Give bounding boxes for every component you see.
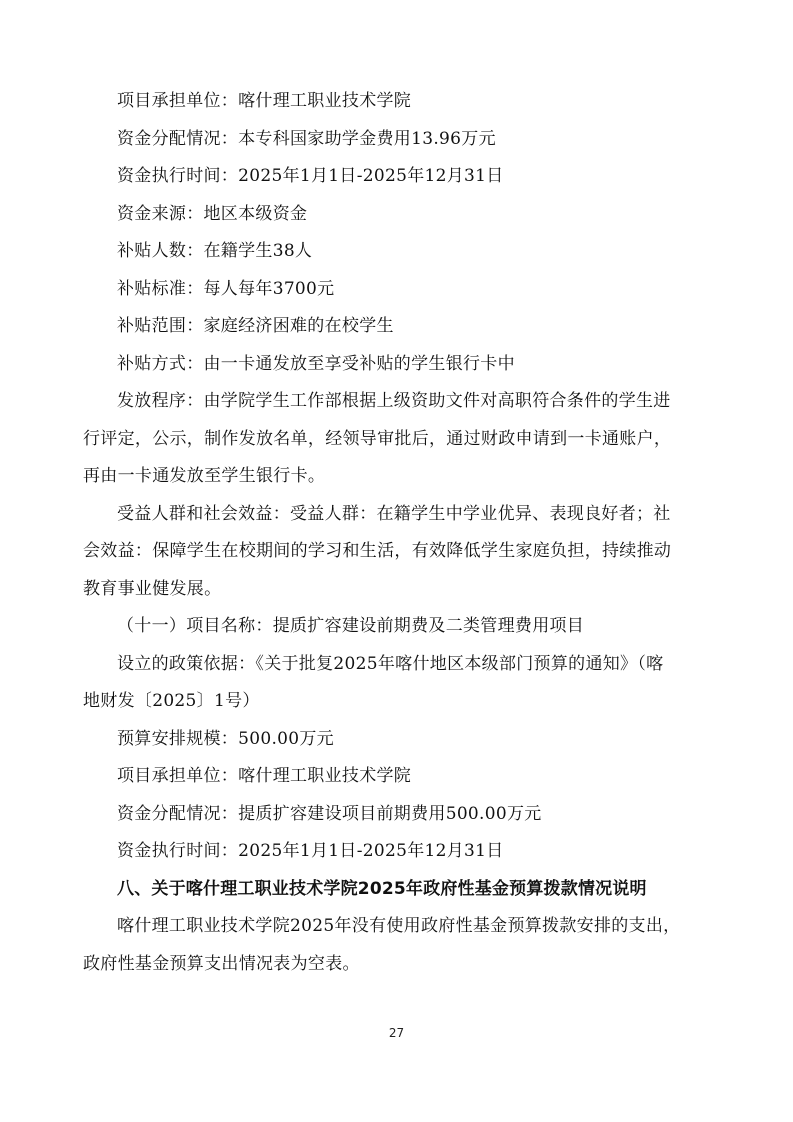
project-11-period-line: 资金执行时间：2025年1月1日-2025年12月31日 bbox=[117, 841, 504, 861]
benefit-line-2: 会效益：保障学生在校期间的学习和生活，有效降低学生家庭负担，持续推动 bbox=[83, 541, 672, 561]
project-11-name: （十一）项目名称：提质扩容建设前期费及二类管理费用项目 bbox=[117, 616, 585, 636]
project-11-unit-line: 项目承担单位：喀什理工职业技术学院 bbox=[117, 766, 412, 786]
subsidy-scope-line: 补贴范围：家庭经济困难的在校学生 bbox=[117, 316, 394, 336]
benefit-paragraph bbox=[83, 496, 710, 609]
benefit-line-1: 受益人群和社会效益：受益人群：在籍学生中学业优异、表现良好者；社 bbox=[117, 503, 671, 524]
subsidy-count-line: 补贴人数：在籍学生38人 bbox=[117, 241, 313, 261]
section-8-heading: 八、关于喀什理工职业技术学院2025年政府性基金预算拨款情况说明 bbox=[117, 878, 647, 899]
procedure-paragraph bbox=[83, 383, 710, 496]
section-8-line-2: 政府性基金预算支出情况表为空表。 bbox=[83, 953, 360, 974]
procedure-line-3: 再由一卡通发放至学生银行卡。 bbox=[83, 466, 326, 486]
policy-basis-paragraph bbox=[83, 646, 710, 721]
fund-allocation-line: 资金分配情况：本专科国家助学金费用13.96万元 bbox=[117, 128, 496, 149]
project-11-allocation-line: 资金分配情况：提质扩容建设项目前期费用500.00万元 bbox=[117, 803, 542, 824]
page-content bbox=[83, 83, 710, 983]
procedure-line-1: 发放程序：由学院学生工作部根据上级资助文件对高职符合条件的学生进 bbox=[117, 391, 671, 411]
subsidy-standard-line: 补贴标准：每人每年3700元 bbox=[117, 278, 335, 299]
subsidy-method-line: 补贴方式：由一卡通发放至享受补贴的学生银行卡中 bbox=[117, 353, 515, 374]
fund-source-line: 资金来源：地区本级资金 bbox=[117, 203, 308, 224]
procedure-line-2: 行评定，公示，制作发放名单，经领导审批后，通过财政申请到一卡通账户， bbox=[83, 428, 672, 449]
benefit-line-3: 教育事业健发展。 bbox=[83, 578, 222, 599]
page-number: 27 bbox=[388, 1026, 405, 1040]
section-8-paragraph bbox=[83, 908, 710, 983]
policy-line-1: 设立的政策依据：《关于批复2025年喀什地区本级部门预算的通知》（喀 bbox=[117, 653, 664, 674]
fund-period-line: 资金执行时间：2025年1月1日-2025年12月31日 bbox=[117, 166, 504, 186]
policy-line-2: 地财发〔2025〕1号） bbox=[83, 691, 260, 711]
budget-scale-line: 预算安排规模：500.00万元 bbox=[117, 728, 334, 749]
project-unit-line: 项目承担单位：喀什理工职业技术学院 bbox=[117, 91, 412, 111]
section-8-line-1: 喀什理工职业技术学院2025年没有使用政府性基金预算拨款安排的支出， bbox=[117, 916, 681, 936]
